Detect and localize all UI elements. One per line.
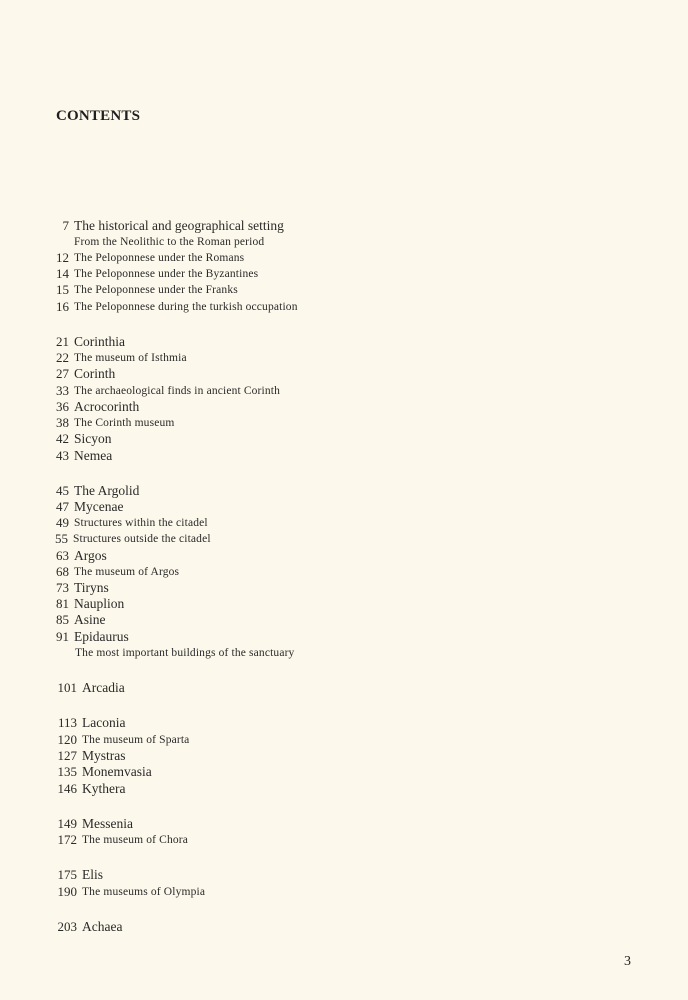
toc-page-number: 203	[57, 919, 77, 934]
toc-title: The Peloponnese under the Byzantines	[74, 268, 259, 280]
toc-title: Messenia	[82, 816, 133, 831]
toc-page-number: 127	[57, 748, 77, 763]
toc-page-number: 149	[57, 816, 77, 831]
toc-entry	[0, 282, 688, 298]
toc-title: Nauplion	[74, 596, 125, 611]
toc-page-number: 73	[56, 580, 69, 595]
toc-page-number: 15	[56, 282, 69, 297]
page-number: 3	[624, 954, 631, 969]
toc-title: Acrocorinth	[74, 399, 140, 414]
toc-entry	[0, 499, 688, 515]
toc-page-number: 38	[56, 415, 69, 430]
toc-page-number: 91	[56, 629, 69, 644]
toc-entry	[0, 399, 688, 415]
toc-entry	[0, 748, 688, 764]
toc-title: Corinthia	[74, 334, 125, 349]
toc-title: The museum of Isthmia	[74, 352, 187, 364]
toc-entry	[0, 867, 688, 883]
toc-title: Achaea	[82, 919, 123, 934]
toc-title: Kythera	[82, 781, 126, 796]
toc-page-number: 135	[57, 764, 77, 779]
toc-page-number: 85	[56, 612, 69, 627]
toc-entry	[0, 383, 688, 399]
toc-page-number: 42	[56, 431, 69, 446]
toc-entry	[0, 234, 688, 250]
toc-entry	[0, 629, 688, 645]
toc-page-number: 16	[56, 299, 69, 314]
toc-page-number: 101	[57, 680, 77, 695]
toc-title: Structures within the citadel	[74, 517, 208, 529]
toc-page-number: 21	[56, 334, 69, 349]
toc-page-number: 36	[56, 399, 69, 414]
toc-page-number: 68	[56, 564, 69, 579]
toc-entry	[0, 218, 688, 234]
toc-entry	[0, 764, 688, 780]
toc-entry	[0, 580, 688, 596]
toc-title: The archaeological finds in ancient Corinth	[74, 385, 281, 397]
toc-entry	[0, 366, 688, 382]
toc-entry	[0, 531, 688, 547]
toc-title: Corinth	[74, 366, 116, 381]
toc-entry	[0, 483, 688, 499]
toc-entry	[0, 415, 688, 431]
toc-entry	[0, 680, 688, 696]
toc-title: The Peloponnese under the Romans	[74, 252, 245, 264]
toc-page-number: 7	[62, 218, 69, 233]
toc-title: Asine	[74, 612, 106, 627]
toc-title: Argos	[74, 548, 107, 563]
toc-entry	[0, 334, 688, 350]
toc-page-number: 45	[56, 483, 69, 498]
toc-entry	[0, 884, 688, 900]
toc-title: Arcadia	[82, 680, 125, 695]
toc-page-number: 172	[57, 832, 77, 847]
toc-page-number: 81	[56, 596, 69, 611]
toc-entry	[0, 515, 688, 531]
toc-entry	[0, 548, 688, 564]
toc-title: The most important buildings of the sanctuary	[75, 647, 295, 659]
toc-entry	[0, 919, 688, 935]
toc-entry	[0, 715, 688, 731]
toc-title: Mycenae	[74, 499, 124, 514]
toc-title: Mystras	[82, 748, 126, 763]
toc-entry	[0, 596, 688, 612]
toc-entry	[0, 564, 688, 580]
page-title: CONTENTS	[56, 108, 141, 124]
toc-title: Epidaurus	[74, 629, 129, 644]
toc-title: Structures outside the citadel	[73, 533, 211, 545]
toc-title: From the Neolithic to the Roman period	[74, 236, 265, 248]
toc-title: The museum of Sparta	[82, 734, 190, 746]
toc-title: Tiryns	[74, 580, 109, 595]
toc-page-number: 190	[57, 884, 77, 899]
toc-entry	[0, 448, 688, 464]
toc-page-number: 14	[56, 266, 69, 281]
toc-page-number: 12	[56, 250, 69, 265]
toc-title: Elis	[82, 867, 104, 882]
toc-title: The Peloponnese under the Franks	[74, 284, 238, 296]
toc-entry	[0, 299, 688, 315]
toc-title: The museum of Argos	[74, 566, 180, 578]
toc-entry	[0, 645, 688, 661]
toc-page-number: 49	[56, 515, 69, 530]
toc-page-number: 27	[56, 366, 69, 381]
toc-title: The Corinth museum	[74, 417, 175, 429]
toc-title: The museum of Chora	[82, 834, 189, 846]
toc-entry	[0, 350, 688, 366]
toc-title: Sicyon	[74, 431, 112, 446]
toc-page-number: 55	[55, 531, 68, 546]
toc-entry	[0, 816, 688, 832]
toc-title: The historical and geographical setting	[74, 218, 284, 233]
toc-page-number: 120	[57, 732, 77, 747]
toc-title: The Peloponnese during the turkish occupation	[74, 301, 298, 313]
toc-page-number: 113	[57, 715, 77, 730]
toc-title: Nemea	[74, 448, 113, 463]
toc-entry	[0, 266, 688, 282]
toc-page-number: 22	[56, 350, 69, 365]
toc-entry	[0, 431, 688, 447]
toc-title: Monemvasia	[82, 764, 152, 779]
toc-page-number: 33	[56, 383, 69, 398]
toc-page-number: 63	[56, 548, 69, 563]
toc-title: The museums of Olympia	[82, 886, 206, 898]
toc-entry	[0, 832, 688, 848]
toc-entry	[0, 732, 688, 748]
toc-page-number: 146	[57, 781, 77, 796]
toc-entry	[0, 781, 688, 797]
toc-title: Laconia	[82, 715, 126, 730]
toc-title: The Argolid	[74, 483, 140, 498]
toc-page-number: 175	[57, 867, 77, 882]
toc-entry	[0, 612, 688, 628]
toc-entry	[0, 250, 688, 266]
toc-page-number: 47	[56, 499, 69, 514]
toc-page-number: 43	[56, 448, 69, 463]
